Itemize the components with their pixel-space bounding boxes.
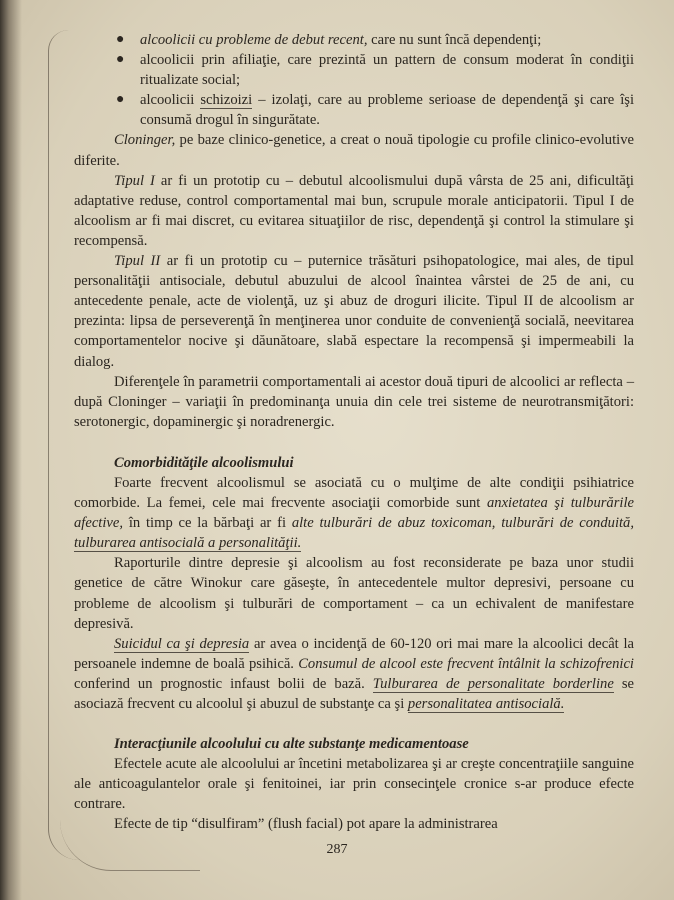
bullet-icon: ● <box>116 32 125 47</box>
paragraph-text: ar avea o incidenţă de 60-120 ori mai mare la alcoolici decât la persoanele indemne de boală psihică. <box>74 635 634 672</box>
list-item-text: – izolaţi, care au probleme serioase de dependenţă şi care îşi consumă drogul în singurătate. <box>140 92 635 129</box>
list-item <box>74 50 634 90</box>
paragraph-italic: Tipul I <box>114 172 155 189</box>
paragraph-italic-underlined: Suicidul ca şi depresia <box>114 635 250 652</box>
bullet-icon: ● <box>116 92 125 108</box>
paragraph-text: conferind un prognostic infaust bolii de bază. <box>74 675 373 692</box>
paragraph-italic: anxietatea şi tulburările afective, <box>74 495 634 532</box>
page-body <box>74 30 634 835</box>
paragraph-type-two <box>74 251 634 372</box>
list-item-italic: alcoolicii cu probleme de debut recent, <box>140 32 368 48</box>
section-heading-interactions: Interacţiunile alcoolului cu alte substanţe medicamentoase <box>114 736 469 753</box>
paragraph-acute-effects: Efectele acute ale alcoolului ar încetini metabolizarea şi ar creşte concentraţiile sanguine ale anticoagulantelor orale şi fenitoinei, iar prin consecinţele cronice s-ar produce efecte contrare. <box>74 756 634 813</box>
paragraph-italic: Cloninger, <box>114 132 176 149</box>
list-item-text: care nu sunt încă dependenţi; <box>367 32 542 48</box>
paragraph-text: ar fi un prototip cu – puternice trăsături psihopatologice, mai ales, de tipul personalităţii antisociale, debutul abuzului de alcool înaintea vârstei de 25 de ani, cu antecedente penale, acte de violenţă, uz şi abuz de droguri ilicite. Tipul II de alcoolism ar prezinta: lipsa de perseverenţă în menţinerea unor conduite de convenienţă socială, neevitarea comportamentelor nocive şi dăunătoare, slabă espectare la recompensă şi impermeabili la dialog. <box>74 253 634 370</box>
list-item <box>74 30 634 50</box>
list-item <box>74 90 634 130</box>
list-item-text: alcoolicii <box>140 92 201 109</box>
paragraph-italic: Consumul de alcool este frecvent întâlnit la schizofrenici <box>298 655 634 672</box>
paragraph-italic-underlined: personalitatea antisocială. <box>407 696 565 712</box>
paragraph-text: în timp ce la bărbaţi ar fi <box>123 515 292 532</box>
paragraph-suicide <box>74 634 634 714</box>
paragraph-italic-underlined: Tulburarea de personalitate borderline <box>372 675 614 692</box>
paragraph-disulfiram: Efecte de tip “disulfiram” (flush facial) pot apare la administrarea <box>114 816 498 833</box>
spacer <box>74 432 634 453</box>
paragraph-text: Foarte frecvent alcoolismul se asociată cu o mulţime de alte condiţii psihiatrice comorbide. La femei, cele mai frecvente asociaţii comorbide sunt <box>74 474 634 512</box>
spacer <box>74 714 634 734</box>
section-heading-comorbidity: Comorbidităţile alcoolismului <box>114 454 294 471</box>
paragraph-italic-underlined: tulburarea antisocială a personalităţii. <box>74 535 302 552</box>
alcoholic-types-list <box>74 30 634 130</box>
paragraph-text: se asociază frecvent cu alcoolul şi abuzul de substanţe ca şi <box>74 675 634 712</box>
paragraph-text: pe baze clinico-genetice, a creat o nouă tipologie cu profile clinico-evolutive diferite. <box>74 132 634 169</box>
bullet-icon: ● <box>116 52 125 68</box>
paragraph-italic: Tipul II <box>114 253 161 270</box>
paragraph-differences: Diferenţele în parametrii comportamentali ai acestor două tipuri de alcoolici ar reflecta – după Cloninger – variaţii în predominanţa unuia din cele trei sisteme de neurotransmiţători: serotonergic, dopaminergic şi noradrenergic. <box>74 373 634 430</box>
paragraph-depression: Raporturile dintre depresie şi alcoolism au fost reconsiderate pe baza unor studii genetice de către Winokur care găseşte, în antecedentele multor depresivi, persoane cu probleme de alcoolism şi tulburări de comportament – ca un echivalent de manifestare depresivă. <box>74 555 634 632</box>
book-spine-shadow <box>0 0 22 900</box>
list-item-text: alcoolicii prin afiliaţie, care prezintă un pattern de consum moderat în condiţii ritualizate social; <box>140 52 634 89</box>
paragraph-text: ar fi un prototip cu – debutul alcoolismului după vârsta de 25 ani, dificultăţi adaptative reduse, control comportamental mai bun, scrupule morale anticipatorii. Tipul I de alcoolism ar fi mai discret, cu evitarea situaţiilor de risc, dependenţă şi control la stimulare şi recompensă. <box>74 172 634 249</box>
paragraph-italic: alte tulburări de abuz toxicoman, tulburări de conduită, <box>291 515 634 532</box>
list-item-underlined: schizoizi <box>200 92 253 109</box>
paragraph-cloninger <box>74 130 634 170</box>
paragraph-comorbidity <box>74 473 634 553</box>
page-number: 287 <box>326 842 348 857</box>
paragraph-type-one <box>74 171 634 251</box>
